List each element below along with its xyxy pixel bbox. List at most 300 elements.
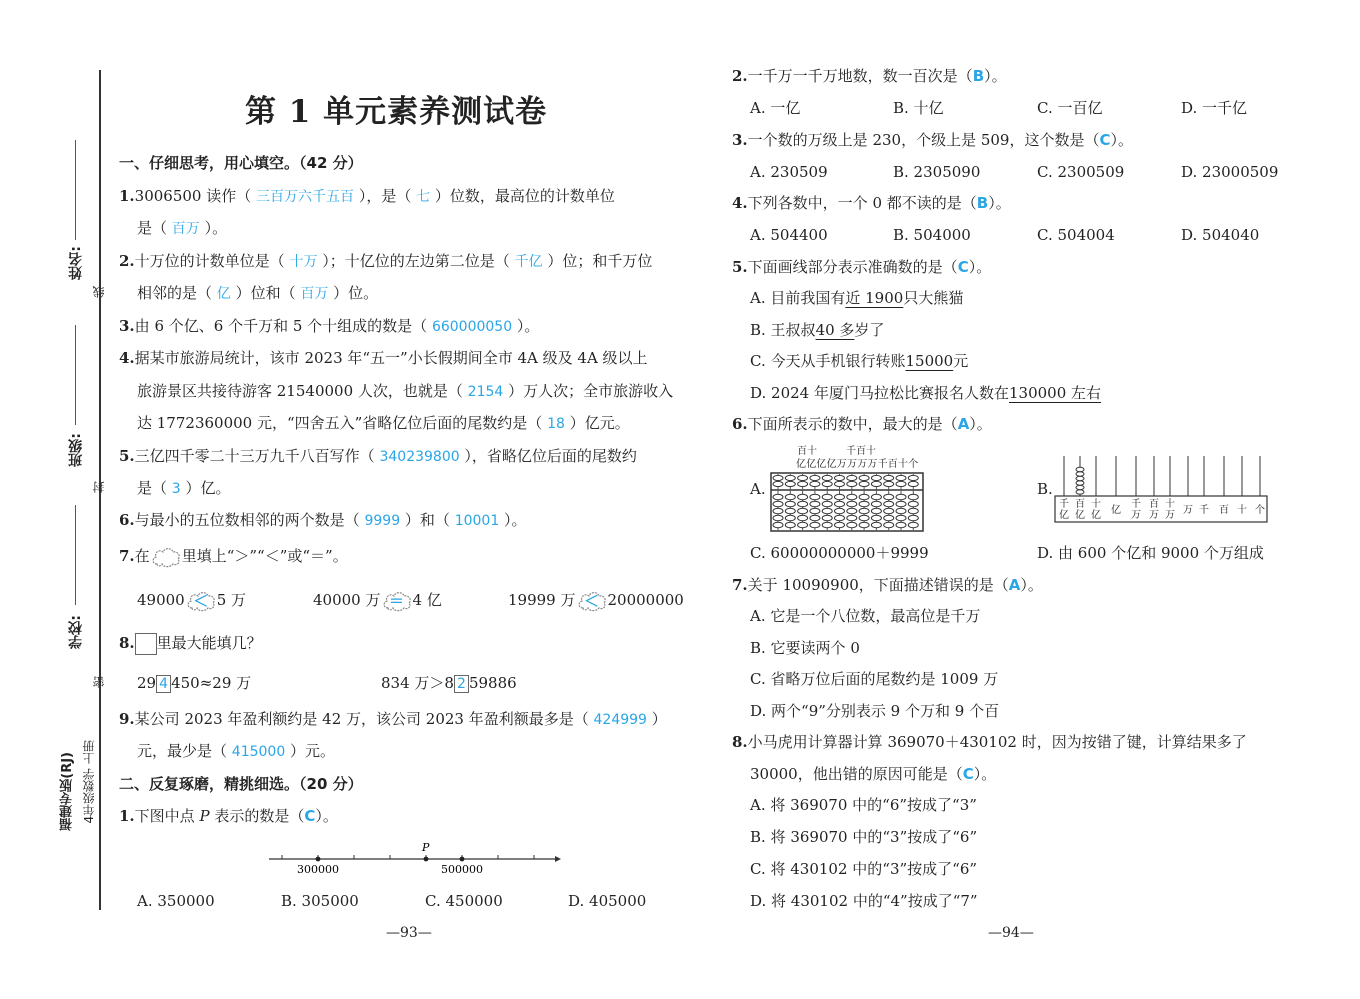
- name-line: [75, 140, 76, 240]
- school-line: [75, 505, 76, 605]
- q9-answer-2: 415000: [231, 744, 286, 760]
- m5-b-tail: 岁了: [854, 321, 885, 339]
- seal-mark-3: 密: [92, 676, 106, 688]
- q5-text-b: ），省略亿位后面的尾数约: [464, 447, 637, 465]
- q2-answer-2: 千亿: [514, 254, 543, 270]
- q2-text-a: 十万位的计数单位是（: [134, 252, 285, 270]
- counting-frame-place-label: 万: [1165, 510, 1175, 521]
- q8-item-1-left: 29: [137, 674, 157, 692]
- m7-option-d: D. 两个“9”分别表示 9 个万和 9 个百: [750, 702, 1000, 720]
- counting-frame-bead: [1076, 481, 1084, 485]
- q5-text-a: 三亿四千零二十三万九千八百写作（: [134, 447, 375, 465]
- q5-text-d: ）亿。: [185, 479, 231, 497]
- abacus-bead: [859, 508, 869, 514]
- q7-item-3: [508, 589, 684, 613]
- q8-text-a: 里最大能填几？: [156, 634, 262, 652]
- q9-text-a: 某公司 2023 年盈利额约是 42 万，该公司 2023 年盈利额最多是（: [134, 710, 589, 728]
- m4-answer: B: [976, 194, 989, 212]
- m3-option-d: D. 23000509: [1181, 163, 1279, 181]
- m1-text-c: ）。: [315, 807, 338, 825]
- abacus-bead: [773, 508, 783, 514]
- m4-option-a: A. 504400: [750, 226, 828, 244]
- m3-number: 3.: [732, 131, 748, 149]
- m5-a-tail: 只大熊猫: [903, 289, 964, 307]
- m8-number: 8.: [732, 733, 748, 751]
- class-label: 班级:: [68, 433, 84, 467]
- abacus-bead: [822, 515, 832, 521]
- counting-frame-bead: [1076, 472, 1084, 476]
- q9-answer-1: 424999: [593, 712, 647, 728]
- q1-text-c: ）位数，最高位的计数单位: [434, 187, 615, 205]
- abacus-place-labels: 亿亿亿亿万万万万千百十个: [796, 459, 919, 470]
- abacus-bead: [798, 501, 808, 507]
- abacus-bead: [798, 522, 808, 528]
- abacus-bead: [798, 508, 808, 514]
- m2-option-a: A. 一亿: [750, 99, 801, 117]
- book-subtitle: 4年级数学 上册: [82, 740, 96, 824]
- q1-answer-2: 七: [416, 189, 431, 205]
- choice-5: [732, 256, 991, 278]
- q6-number: 6.: [119, 511, 135, 529]
- abacus-bead: [884, 475, 894, 480]
- q8-number: 8.: [119, 634, 135, 652]
- abacus-bead: [810, 522, 820, 528]
- question-5-line-2: [137, 477, 231, 500]
- abacus-bead: [785, 522, 795, 528]
- m4-option-c: C. 504004: [1037, 226, 1115, 244]
- abacus-bead: [859, 481, 869, 486]
- abacus-bead: [847, 481, 857, 486]
- page-title: 第 1 单元素养测试卷: [245, 94, 548, 130]
- m8-text-c: ）。: [973, 765, 997, 783]
- m1-text-a: 下图中点: [134, 807, 195, 825]
- q2-text-d: 相邻的是（: [137, 284, 213, 302]
- m1-option-d: D. 405000: [568, 892, 647, 910]
- q6-answer-1: 9999: [364, 513, 401, 529]
- abacus-bead: [785, 508, 795, 514]
- q8-item-1-answer: 4: [156, 675, 171, 693]
- m5-a-text: A. 目前我国有: [750, 289, 846, 307]
- m5-c-text: C. 今天从手机银行转账: [750, 352, 906, 370]
- choice-1: [119, 805, 338, 827]
- m5-a-underlined: 近 1900: [845, 289, 904, 307]
- counting-frame-place-label: 亿: [1075, 510, 1085, 521]
- abacus-bead: [847, 501, 857, 507]
- m4-option-d: D. 504040: [1181, 226, 1260, 244]
- q2-number: 2.: [119, 252, 135, 270]
- m5-c-underlined: 15000: [905, 352, 954, 370]
- abacus-bead: [785, 494, 795, 500]
- m5-option-c: [750, 350, 968, 372]
- abacus-bead: [822, 508, 832, 514]
- abacus-bead: [908, 501, 918, 507]
- abacus-bead: [908, 508, 918, 514]
- q7-item-2-answer: ＝: [388, 592, 404, 610]
- m2-text-b: ）。: [984, 67, 1007, 85]
- counting-frame-bead: [1076, 467, 1084, 471]
- choice-2: [732, 65, 1007, 87]
- abacus-bead: [884, 481, 894, 486]
- abacus-bead: [810, 508, 820, 514]
- m1-number: 1.: [119, 807, 135, 825]
- q8-item-2-answer: 2: [454, 675, 469, 693]
- abacus-bead: [798, 494, 808, 500]
- abacus-bead: [798, 481, 808, 486]
- m1-option-b: B. 305000: [281, 892, 359, 910]
- m1-option-c: C. 450000: [425, 892, 503, 910]
- question-2-line-1: [119, 250, 652, 273]
- section-1-heading: 一、仔细思考，用心填空。（42 分）: [119, 154, 363, 172]
- abacus-bead: [884, 515, 894, 521]
- q9-number: 9.: [119, 710, 135, 728]
- question-8: [119, 632, 262, 655]
- m5-d-underlined: 130000 左右: [1008, 384, 1102, 402]
- q1-text-e: ）。: [204, 219, 228, 237]
- counting-frame-place-label: 万: [1183, 505, 1193, 516]
- m6-text-b: ）。: [969, 415, 992, 433]
- q7-item-3-right: 20000000: [607, 591, 684, 609]
- counting-frame-place-label: 十: [1165, 499, 1175, 510]
- question-4-line-3: [137, 412, 630, 435]
- m2-option-c: C. 一百亿: [1037, 99, 1103, 117]
- abacus-bead: [859, 522, 869, 528]
- abacus-top-label-2: 千百十: [846, 446, 876, 457]
- counting-frame-place-label: 个: [1255, 505, 1265, 516]
- abacus-bead: [810, 501, 820, 507]
- abacus-bead: [835, 501, 845, 507]
- abacus-bead: [859, 494, 869, 500]
- m7-text-b: ）。: [1020, 576, 1043, 594]
- q3-text-a: 由 6 个亿、6 个千万和 5 个十组成的数是（: [134, 317, 428, 335]
- q7-item-2: [313, 589, 442, 613]
- q4-answer-1: 2154: [467, 384, 504, 400]
- counting-frame-place-label: 百: [1075, 499, 1085, 510]
- m7-option-c: C. 省略万位后面的尾数约是 1009 万: [750, 670, 999, 688]
- q7-item-1-left: 49000: [137, 591, 185, 609]
- question-7: [119, 545, 348, 569]
- m7-option-b: B. 它要读两个 0: [750, 639, 860, 657]
- m4-text-b: ）。: [988, 194, 1011, 212]
- q4-number: 4.: [119, 349, 135, 367]
- abacus-bead: [810, 481, 820, 486]
- counting-frame-bead: [1076, 476, 1084, 480]
- m2-answer: B: [972, 67, 985, 85]
- q7-item-3-left: 19999 万: [508, 591, 576, 609]
- m6-option-d: D. 由 600 个亿和 9000 个万组成: [1037, 544, 1264, 562]
- abacus-bead: [859, 475, 869, 480]
- question-5-line-1: [119, 445, 637, 468]
- abacus-bead: [871, 501, 881, 507]
- abacus-bead: [798, 515, 808, 521]
- q6-text-c: ）。: [504, 511, 527, 529]
- choice-4: [732, 192, 1011, 214]
- abacus-bead: [896, 508, 906, 514]
- abacus-bead: [896, 475, 906, 480]
- m4-option-b: B. 504000: [893, 226, 971, 244]
- empty-box-icon: [135, 633, 157, 655]
- counting-frame-place-label: 万: [1149, 510, 1159, 521]
- counting-frame-place-label: 亿: [1111, 505, 1121, 516]
- abacus-bead: [884, 508, 894, 514]
- cloud-shape-icon: [576, 589, 608, 613]
- counting-frame-place-label: 十: [1091, 499, 1101, 510]
- abacus-bead: [908, 481, 918, 486]
- abacus-bead: [835, 481, 845, 486]
- counting-frame-place-label: 十: [1237, 505, 1247, 516]
- counting-frame-bead: [1076, 490, 1084, 494]
- m7-number: 7.: [732, 576, 748, 594]
- abacus-bead: [871, 494, 881, 500]
- m4-text-a: 下列各数中，一个 0 都不读的是（: [747, 194, 977, 212]
- q5-answer-2: 3: [171, 481, 181, 497]
- q2-answer-4: 百万: [300, 286, 329, 302]
- m5-number: 5.: [732, 258, 748, 276]
- abacus-bead: [847, 515, 857, 521]
- abacus-bead: [773, 494, 783, 500]
- q5-answer-1: 340239800: [379, 449, 460, 465]
- question-9-line-1: [119, 708, 667, 731]
- q5-number: 5.: [119, 447, 135, 465]
- abacus-bead: [896, 481, 906, 486]
- number-line-tick-500000: 500000: [441, 863, 483, 876]
- q4-text-c: ）万人次；全市旅游收入: [508, 382, 674, 400]
- abacus-bead: [896, 494, 906, 500]
- m1-point-p: P: [199, 807, 210, 825]
- q1-number: 1.: [119, 187, 135, 205]
- question-1-line-1: [119, 185, 615, 208]
- m2-text-a: 一千万一千万地数，数一百次是（: [747, 67, 973, 85]
- abacus-bead: [884, 501, 894, 507]
- seal-mark-1: 线: [92, 286, 106, 298]
- abacus-bead: [785, 501, 795, 507]
- m6-text-a: 下面所表示的数中，最大的是（: [747, 415, 958, 433]
- q3-answer-1: 660000050: [431, 319, 513, 335]
- q9-text-d: ）元。: [290, 742, 336, 760]
- m5-answer: C: [957, 258, 969, 276]
- m8-answer: C: [962, 765, 974, 783]
- m2-option-b: B. 十亿: [893, 99, 944, 117]
- m8-option-d: D. 将 430102 中的“4”按成了“7”: [750, 892, 978, 910]
- q7-item-1: [137, 589, 246, 613]
- m5-option-a: [750, 287, 963, 309]
- abacus-bead: [810, 515, 820, 521]
- abacus-figure: [770, 472, 926, 534]
- abacus-bead: [835, 522, 845, 528]
- number-line-p-label: P: [422, 841, 430, 854]
- abacus-bead: [908, 515, 918, 521]
- q2-answer-1: 十万: [289, 254, 318, 270]
- m8-option-a: A. 将 369070 中的“6”按成了“3”: [750, 796, 977, 814]
- counting-frame-place-label: 千: [1059, 499, 1069, 510]
- book-title: 福建专版(RJ): [60, 752, 75, 831]
- q7-text-a: 在: [134, 547, 150, 565]
- choice-7: [732, 574, 1043, 596]
- question-6: [119, 509, 527, 532]
- q4-text-e: ）亿元。: [569, 414, 630, 432]
- q6-text-a: 与最小的五位数相邻的两个数是（: [134, 511, 360, 529]
- counting-frame-figure: [1054, 454, 1270, 524]
- q2-text-b: ）；十亿位的左边第二位是（: [322, 252, 510, 270]
- abacus-bead: [785, 481, 795, 486]
- abacus-bead: [810, 494, 820, 500]
- m1-text-b: 表示的数是（: [214, 807, 305, 825]
- page-number-left: —93—: [386, 925, 432, 941]
- counting-frame-bead: [1076, 485, 1084, 489]
- abacus-bead: [847, 508, 857, 514]
- cloud-shape-icon: [150, 545, 182, 569]
- abacus-bead: [871, 508, 881, 514]
- counting-frame-place-label: 千: [1131, 499, 1141, 510]
- q7-item-1-right: 5 万: [216, 591, 247, 609]
- seal-mark-2: 封: [92, 481, 106, 493]
- abacus-bead: [835, 494, 845, 500]
- m5-text-a: 下面画线部分表示准确数的是（: [747, 258, 958, 276]
- m8-text-b: 30000，他出错的原因可能是（: [750, 765, 963, 783]
- abacus-bead: [871, 481, 881, 486]
- abacus-top-label-1: 百十: [797, 446, 817, 457]
- q4-text-a: 据某市旅游局统计，该市 2023 年“五一”小长假期间全市 4A 级及 4A 级以上: [134, 349, 648, 367]
- q7-item-1-answer: ＜: [193, 592, 209, 610]
- m3-text-b: ）。: [1110, 131, 1134, 149]
- abacus-bead: [773, 475, 783, 480]
- question-2-line-2: [137, 282, 378, 305]
- m8-option-b: B. 将 369070 中的“3”按成了“6”: [750, 828, 978, 846]
- abacus-bead: [773, 522, 783, 528]
- counting-frame-place-label: 亿: [1059, 510, 1069, 521]
- m6-option-b-label: B.: [1037, 480, 1053, 498]
- abacus-bead: [896, 515, 906, 521]
- q8-item-1-right: 450≈29 万: [171, 674, 252, 692]
- q9-text-c: 元，最少是（: [137, 742, 228, 760]
- abacus-bead: [773, 501, 783, 507]
- abacus-bead: [785, 515, 795, 521]
- m3-option-c: C. 2300509: [1037, 163, 1125, 181]
- m5-option-d: [750, 382, 1101, 404]
- abacus-bead: [835, 475, 845, 480]
- m1-option-a: A. 350000: [137, 892, 215, 910]
- abacus-bead: [871, 475, 881, 480]
- q1-text-a: 3006500 读作（: [134, 187, 252, 205]
- question-4-line-1: [119, 347, 648, 369]
- abacus-bead: [871, 515, 881, 521]
- abacus-bead: [785, 475, 795, 480]
- q9-text-b: ）: [651, 710, 667, 728]
- q1-text-b: ），是（: [358, 187, 412, 205]
- m6-number: 6.: [732, 415, 748, 433]
- m5-b-underlined: 40 多: [815, 321, 855, 339]
- section-2-heading: 二、反复琢磨，精挑细选。（20 分）: [119, 775, 363, 793]
- number-line-figure: [265, 838, 565, 878]
- abacus-bead: [847, 522, 857, 528]
- counting-frame-place-label: 亿: [1091, 510, 1101, 521]
- m6-option-c: C. 60000000000＋9999: [750, 544, 929, 562]
- m5-d-text: D. 2024 年厦门马拉松比赛报名人数在: [750, 384, 1009, 402]
- q6-text-b: ）和（: [404, 511, 450, 529]
- abacus-bead: [773, 515, 783, 521]
- m3-answer: C: [1099, 131, 1111, 149]
- q2-text-c: ）位；和千万位: [547, 252, 653, 270]
- q1-answer-1: 三百万六千五百: [256, 189, 355, 205]
- q7-item-2-right: 4 亿: [412, 591, 442, 609]
- m5-option-b: [750, 319, 884, 341]
- q8-item-2-right: 59886: [468, 674, 517, 692]
- abacus-bead: [822, 501, 832, 507]
- question-3: [119, 315, 539, 338]
- m2-option-d: D. 一千亿: [1181, 99, 1248, 117]
- m3-text-a: 一个数的万级上是 230，个级上是 509，这个数是（: [747, 131, 1100, 149]
- counting-frame-place-label: 百: [1219, 505, 1229, 516]
- m5-c-tail: 元: [953, 352, 969, 370]
- q2-text-f: ）位。: [333, 284, 379, 302]
- q6-answer-2: 10001: [454, 513, 500, 529]
- abacus-bead: [908, 475, 918, 480]
- m3-option-b: B. 2305090: [893, 163, 981, 181]
- school-label: 学校:: [68, 615, 84, 649]
- q3-text-b: ）。: [516, 317, 540, 335]
- abacus-bead: [822, 475, 832, 480]
- q7-number: 7.: [119, 547, 135, 565]
- m7-answer: A: [1008, 576, 1021, 594]
- counting-frame-place-label: 万: [1131, 510, 1141, 521]
- q4-answer-2: 18: [547, 416, 565, 432]
- m2-number: 2.: [732, 67, 748, 85]
- abacus-bead: [847, 475, 857, 480]
- abacus-bead: [859, 515, 869, 521]
- counting-frame-place-label: 千: [1199, 505, 1209, 516]
- q4-text-b: 旅游景区共接待游客 21540000 人次，也就是（: [137, 382, 463, 400]
- choice-8-line-1: [732, 731, 1247, 753]
- m4-number: 4.: [732, 194, 748, 212]
- m5-b-text: B. 王叔叔: [750, 321, 816, 339]
- abacus-bead: [822, 494, 832, 500]
- abacus-bead: [822, 522, 832, 528]
- q4-text-d: 达 1772360000 元，“四舍五入”省略亿位后面的尾数约是（: [137, 414, 543, 432]
- q8-item-2: [381, 672, 517, 694]
- q1-answer-3: 百万: [171, 221, 200, 237]
- m8-text-a: 小马虎用计算器计算 369070＋430102 时，因为按错了键，计算结果多了: [747, 733, 1247, 751]
- abacus-bead: [773, 481, 783, 486]
- abacus-bead: [871, 522, 881, 528]
- q3-number: 3.: [119, 317, 135, 335]
- question-1-line-2: [137, 217, 227, 240]
- cloud-shape-icon: [185, 589, 217, 613]
- m3-option-a: A. 230509: [750, 163, 828, 181]
- abacus-bead: [884, 494, 894, 500]
- q1-text-d: 是（: [137, 219, 168, 237]
- abacus-bead: [810, 475, 820, 480]
- m6-answer: A: [957, 415, 970, 433]
- abacus-bead: [908, 494, 918, 500]
- m1-answer: C: [304, 807, 316, 825]
- choice-8-line-2: [750, 763, 996, 785]
- abacus-bead: [896, 501, 906, 507]
- choice-6: [732, 413, 992, 435]
- q2-text-e: ）位和（: [235, 284, 296, 302]
- q7-text-b: 里填上“＞”“＜”或“＝”。: [181, 547, 348, 565]
- class-line: [75, 325, 76, 425]
- abacus-bead: [859, 501, 869, 507]
- q8-item-1: [137, 672, 251, 694]
- abacus-bead: [908, 522, 918, 528]
- m7-option-a: A. 它是一个八位数，最高位是千万: [750, 607, 981, 625]
- m8-option-c: C. 将 430102 中的“3”按成了“6”: [750, 860, 978, 878]
- abacus-bead: [847, 494, 857, 500]
- abacus-bead: [896, 522, 906, 528]
- page-number-right: —94—: [988, 925, 1034, 941]
- m5-text-b: ）。: [968, 258, 992, 276]
- abacus-bead: [798, 475, 808, 480]
- counting-frame-place-label: 百: [1149, 499, 1159, 510]
